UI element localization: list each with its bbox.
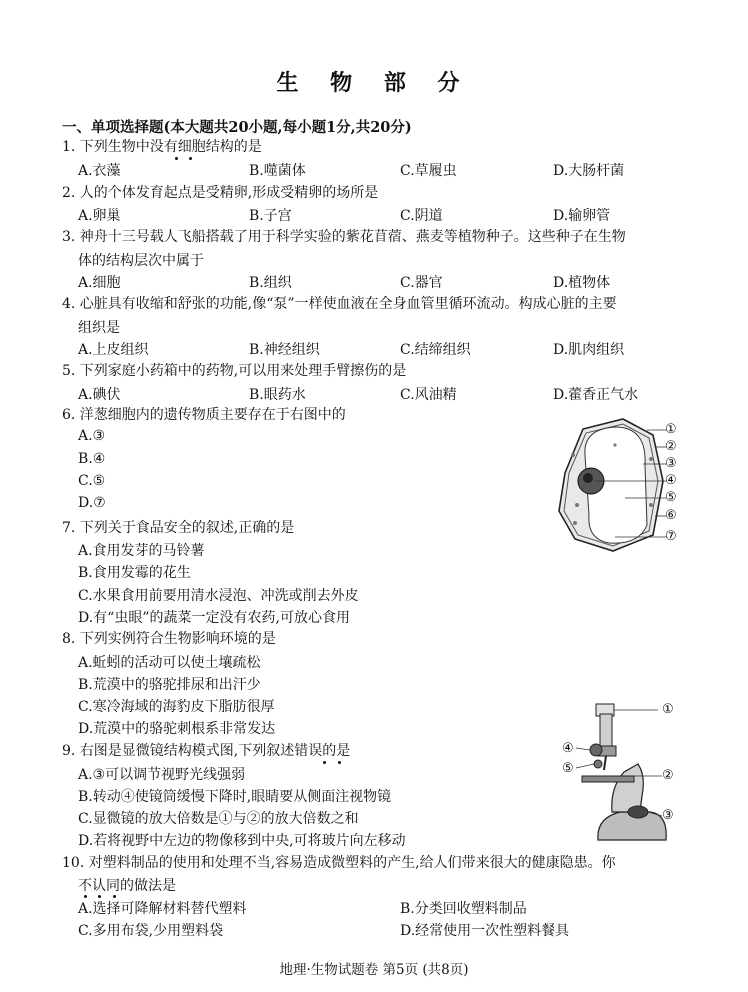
- q10-option-a: A.选择可降解材料替代塑料: [78, 901, 247, 917]
- question-6-stem: 6. 洋葱细胞内的遗传物质主要存在于右图中的: [62, 407, 346, 423]
- q2-option-a: A.卵巢: [78, 208, 121, 224]
- q5-option-d: D.藿香正气水: [553, 387, 639, 403]
- question-10-stem: 10. 对塑料制品的使用和处理不当,容易造成微塑料的产生,给人们带来很大的健康隐患。你: [62, 855, 616, 871]
- question-3-stem: 3. 神舟十三号载人飞船搭载了用于科学实验的紫花苜蓿、燕麦等植物种子。这些种子在生物: [62, 229, 626, 245]
- q10-option-c: C.多用布袋,少用塑料袋: [78, 923, 224, 939]
- emphasis-dot: [189, 157, 192, 160]
- cell-label-2: ②: [665, 439, 677, 454]
- question-7-stem: 7. 下列关于食品安全的叙述,正确的是: [62, 520, 295, 536]
- section-heading: 一、单项选择题(本大题共20小题,每小题1分,共20分): [62, 119, 412, 136]
- microscope-label-1: ①: [662, 702, 674, 717]
- q6-option-b: B.④: [78, 451, 106, 467]
- q9-option-c: C.显微镜的放大倍数是①与②的放大倍数之和: [78, 811, 359, 827]
- q7-option-a: A.食用发芽的马铃薯: [78, 543, 205, 559]
- q10-option-b: B.分类回收塑料制品: [400, 901, 527, 917]
- q3-option-c: C.器官: [400, 275, 443, 291]
- question-3-stem-cont: 体的结构层次中属于: [78, 253, 204, 269]
- question-5-stem: 5. 下列家庭小药箱中的药物,可以用来处理手臂擦伤的是: [62, 363, 407, 379]
- q6-option-c: C.⑤: [78, 473, 106, 489]
- q6-option-a: A.③: [78, 428, 106, 444]
- q8-option-c: C.寒冷海域的海豹皮下脂肪很厚: [78, 699, 275, 715]
- q3-option-d: D.植物体: [553, 275, 611, 291]
- microscope-figure: [576, 700, 696, 850]
- q1-option-c: C.草履虫: [400, 163, 457, 179]
- q9-option-a: A.③可以调节视野光线强弱: [78, 767, 246, 783]
- q5-option-a: A.碘伏: [78, 387, 121, 403]
- emphasis-dot: [175, 157, 178, 160]
- q2-option-c: C.阴道: [400, 208, 443, 224]
- microscope-label-4: ④: [562, 741, 574, 756]
- cell-label-5: ⑤: [665, 490, 677, 505]
- q5-option-b: B.眼药水: [249, 387, 306, 403]
- cell-label-6: ⑥: [665, 508, 677, 523]
- q1-option-a: A.衣藻: [78, 163, 121, 179]
- q5-option-c: C.风油精: [400, 387, 457, 403]
- q8-option-a: A.蚯蚓的活动可以使土壤疏松: [78, 655, 261, 671]
- emphasis-dot: [323, 761, 326, 764]
- q8-option-b: B.荒漠中的骆驼排尿和出汗少: [78, 677, 261, 693]
- q2-option-d: D.输卵管: [553, 208, 611, 224]
- q4-option-d: D.肌肉组织: [553, 342, 625, 358]
- q4-option-c: C.结缔组织: [400, 342, 471, 358]
- microscope-label-5: ⑤: [562, 761, 574, 776]
- cell-label-7: ⑦: [665, 529, 677, 544]
- q4-option-b: B.神经组织: [249, 342, 320, 358]
- question-1-stem: 1. 下列生物中没有细胞结构的是: [62, 139, 262, 155]
- page-footer: 地理·生物试题卷 第5页 (共8页): [279, 962, 469, 978]
- q1-option-b: B.噬菌体: [249, 163, 306, 179]
- q3-option-b: B.组织: [249, 275, 292, 291]
- q7-option-d: D.有“虫眼”的蔬菜一定没有农药,可放心食用: [78, 610, 350, 626]
- question-4-stem-cont: 组织是: [78, 320, 120, 336]
- q4-option-a: A.上皮组织: [78, 342, 149, 358]
- page-title: 生 物 部 分: [276, 70, 472, 96]
- cell-label-1: ①: [665, 422, 677, 437]
- q2-option-b: B.子宫: [249, 208, 292, 224]
- question-10-stem-cont: 不认同的做法是: [78, 878, 176, 894]
- q7-option-c: C.水果食用前要用清水浸泡、冲洗或削去外皮: [78, 588, 359, 604]
- question-8-stem: 8. 下列实例符合生物影响环境的是: [62, 631, 276, 647]
- microscope-label-2: ②: [662, 768, 674, 783]
- q8-option-d: D.荒漠中的骆驼刺根系非常发达: [78, 721, 276, 737]
- question-2-stem: 2. 人的个体发育起点是受精卵,形成受精卵的场所是: [62, 185, 379, 201]
- cell-label-3: ③: [665, 456, 677, 471]
- question-4-stem: 4. 心脏具有收缩和舒张的功能,像“泵”一样使血液在全身血管里循环流动。构成心脏的主要: [62, 296, 617, 312]
- q9-option-b: B.转动④使镜筒缓慢下降时,眼睛要从侧面注视物镜: [78, 789, 392, 805]
- q3-option-a: A.细胞: [78, 275, 121, 291]
- q7-option-b: B.食用发霉的花生: [78, 565, 191, 581]
- q10-option-d: D.经常使用一次性塑料餐具: [400, 923, 570, 939]
- q6-option-d: D.⑦: [78, 495, 106, 511]
- question-9-stem: 9. 右图是显微镜结构模式图,下列叙述错误的是: [62, 743, 351, 759]
- q1-option-d: D.大肠杆菌: [553, 163, 625, 179]
- cell-label-4: ④: [665, 473, 677, 488]
- microscope-label-3: ③: [662, 808, 674, 823]
- emphasis-dot: [338, 761, 341, 764]
- q9-option-d: D.若将视野中左边的物像移到中央,可将玻片向左移动: [78, 833, 406, 849]
